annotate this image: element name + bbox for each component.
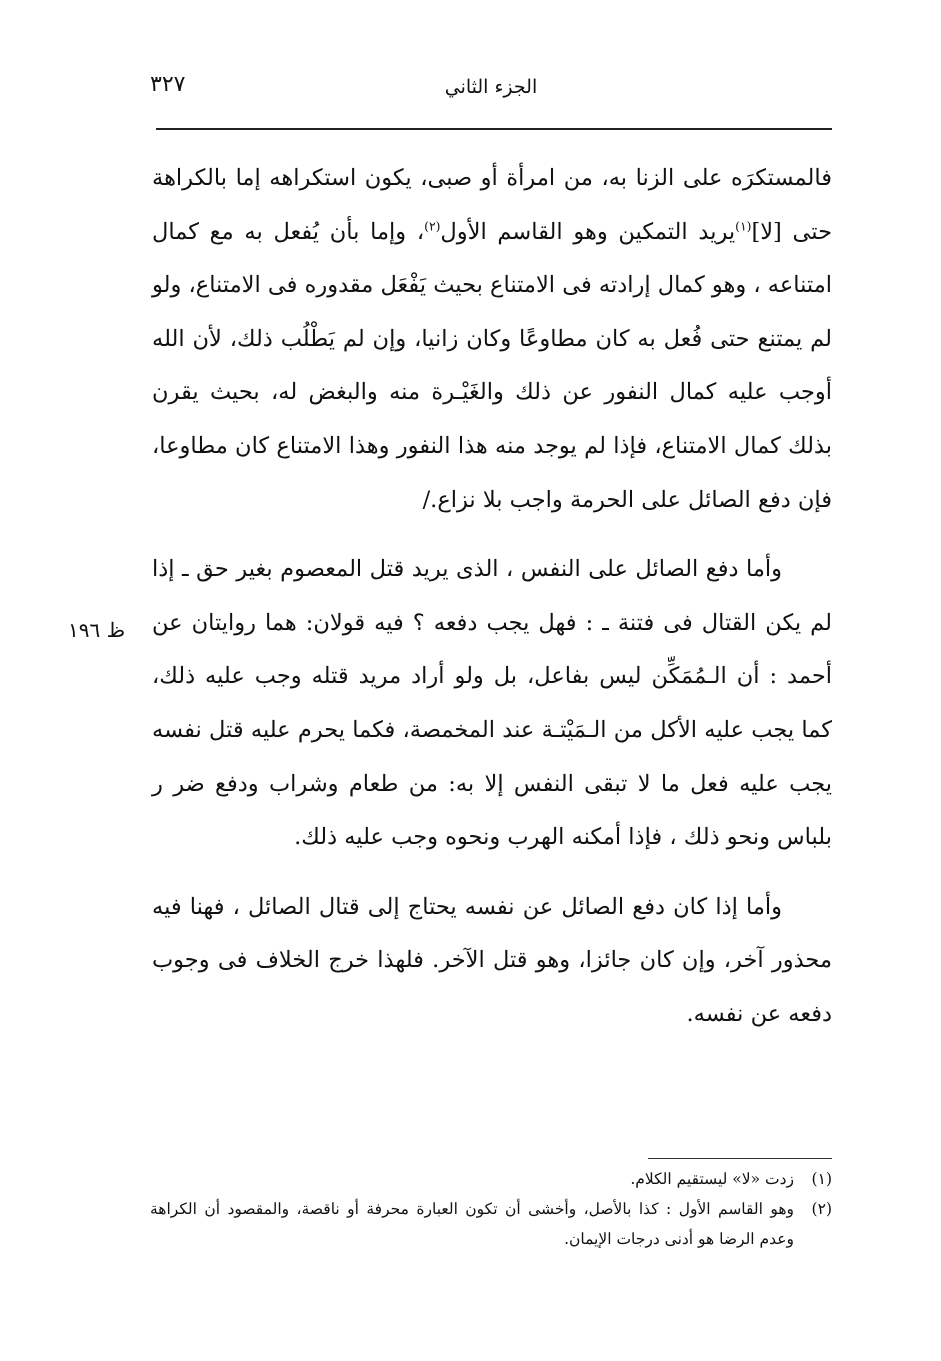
footnote-ref-1: (١)	[735, 219, 752, 234]
running-title: الجزء الثاني	[444, 76, 538, 98]
page-header	[150, 70, 832, 110]
paragraph-3: وأما إذا كان دفع الصائل عن نفسه يحتاج إلى قتال الصائل ، فهنا فيه محذور آخر، وإن كان جائزا، وهو قتل الآخر. فلهذا خرج الخلاف فى وجوب دفعه عن نفسه.	[152, 893, 832, 1027]
footnote-1	[150, 1164, 832, 1194]
footnotes	[150, 1164, 832, 1254]
footnote-ref-2: (٢)	[424, 219, 441, 234]
footnote-2	[150, 1194, 832, 1254]
paragraph-1	[152, 152, 832, 527]
paragraph-2: وأما دفع الصائل على النفس ، الذى يريد قتل المعصوم بغير حق ـ إذا لم يكن القتال فى فتنة ـ : فهل يجب دفعه ؟ فيه قولان: هما روايتان عن أحمد : أن الـمُمَكِّن ليس بفاعل، بل ولو أراد مريد قتله وجب عليه ذلك، كما يجب عليه الأكل من الـمَيْتـة عند المخمصة، فكما يحرم عليه قتل نفسه يجب عليه فعل ما لا تبقى النفس إلا به: من طعام وشراب ودفع ضر ر بلباس ونحو ذلك ، فإذا أمكنه الهرب ونحوه وجب عليه ذلك.	[152, 556, 832, 851]
paragraph-1-part-2: يريد التمكين وهو القاسم الأول	[440, 218, 736, 245]
footnote-text: زدت «لا» ليستقيم الكلام.	[630, 1170, 794, 1188]
header-rule	[156, 128, 832, 130]
main-text	[152, 152, 832, 1042]
paragraph-1-part-3: ، وإما بأن يُفعل به مع كمال امتناعه ، وهو كمال إرادته فى الامتناع بحيث يَفْعَل مقدوره فى الامتناع، ولو لم يمتنع حتى فُعل به كان مطاوعًا وكان زانيا، وإن لم يَطْلُب ذلك، لأن الله أوجب عليه كمال النفور عن ذلك والغَيْـرة منه والبغض له، بحيث يقرن بذلك كمال الامتناع، فإذا لم يوجد منه هذا النفور وهذا الامتناع كان مطاوعا، فإن دفع الصائل على الحرمة واجب بلا نزاع./	[152, 218, 832, 513]
page-number: ٣٢٧	[150, 72, 186, 97]
footnote-number: (٢)	[811, 1200, 832, 1218]
footnote-rule	[648, 1158, 832, 1159]
paragraph-1-part-1: فالمستكرَه على الزنا به، من امرأة أو صبى، يكون استكراهه إما بالكراهة حتى [لا]	[152, 165, 833, 245]
footnote-number: (١)	[811, 1170, 832, 1188]
manuscript-folio-note: ظ ١٩٦	[68, 618, 126, 642]
footnote-text: وهو القاسم الأول : كذا بالأصل، وأخشى أن تكون العبارة محرفة أو ناقصة، والمقصود أن الكراهة وعدم الرضا هو أدنى درجات الإيمان.	[150, 1200, 794, 1248]
